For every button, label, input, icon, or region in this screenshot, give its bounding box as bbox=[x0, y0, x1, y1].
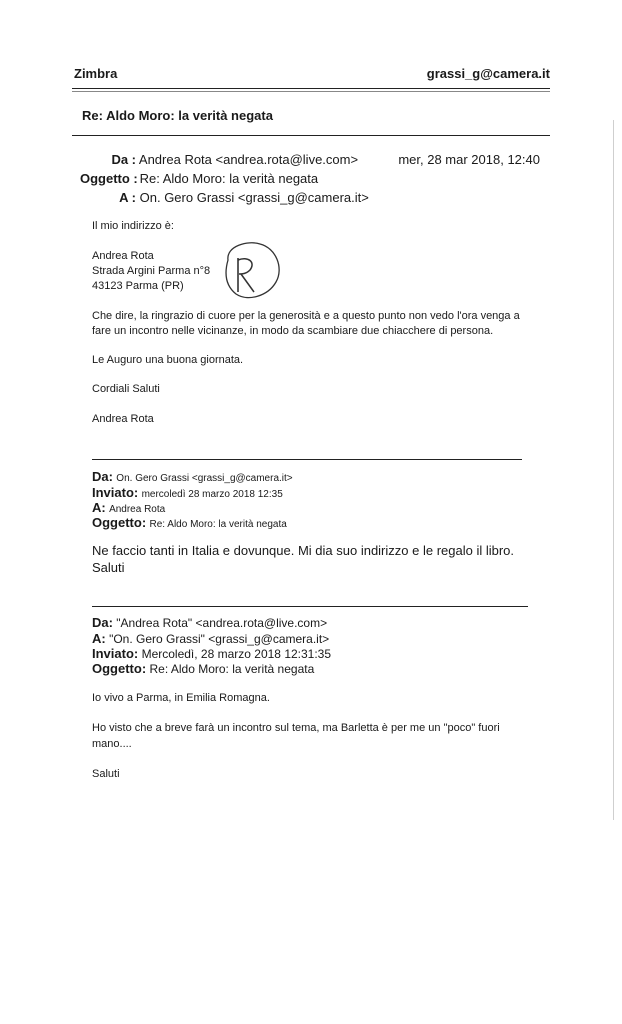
quote2-body-line: mano.... bbox=[92, 738, 132, 750]
header-subject-value: Re: Aldo Moro: la verità negata bbox=[139, 171, 319, 186]
message-body-line: Che dire, la ringrazio di cuore per la generosità e a questo punto non vedo l'ora venga a bbox=[92, 310, 520, 322]
subject-divider bbox=[72, 135, 550, 136]
page-subject: Re: Aldo Moro: la verità negata bbox=[82, 108, 273, 123]
quote2-sent-row bbox=[92, 646, 331, 661]
quote1-subject-row bbox=[92, 515, 287, 530]
header-to-value: On. Gero Grassi <grassi_g@camera.it> bbox=[139, 190, 369, 205]
handwritten-r-stamp-icon bbox=[218, 238, 286, 304]
quote1-body-line: Saluti bbox=[92, 560, 125, 575]
message-closing: Cordiali Saluti bbox=[92, 383, 160, 395]
header-from-value: Andrea Rota <andrea.rota@live.com> bbox=[138, 152, 359, 167]
message-signature: Andrea Rota bbox=[92, 413, 154, 425]
header-subject-label: Oggetto : bbox=[80, 171, 138, 186]
quote2-from-label: Da: bbox=[92, 615, 113, 630]
quote2-divider bbox=[92, 606, 528, 607]
app-name: Zimbra bbox=[74, 66, 118, 81]
scan-edge-line bbox=[613, 120, 614, 820]
message-greeting: Le Auguro una buona giornata. bbox=[92, 354, 244, 366]
quote2-body-line: Saluti bbox=[92, 768, 120, 780]
top-divider bbox=[72, 88, 550, 89]
quote1-sent-row bbox=[92, 485, 283, 500]
header-from-label: Da : bbox=[111, 152, 136, 167]
quote1-to-row bbox=[92, 500, 165, 515]
account-email: grassi_g@camera.it bbox=[426, 66, 550, 81]
top-divider-shadow bbox=[72, 91, 550, 92]
quote1-subject-value: Re: Aldo Moro: la verità negata bbox=[149, 519, 287, 530]
quote1-to-value: Andrea Rota bbox=[109, 504, 166, 515]
quote2-body-line: Ho visto che a breve farà un incontro sul tema, ma Barletta è per me un "poco" fuori bbox=[92, 722, 500, 734]
quote2-from-value: "Andrea Rota" <andrea.rota@live.com> bbox=[116, 616, 328, 630]
header-from-row bbox=[80, 152, 358, 167]
quote1-sent-label: Inviato: bbox=[92, 485, 139, 500]
quote2-sent-label: Inviato: bbox=[92, 646, 139, 661]
quote2-subject-value: Re: Aldo Moro: la verità negata bbox=[149, 662, 315, 676]
quote2-to-value: "On. Gero Grassi" <grassi_g@camera.it> bbox=[109, 632, 330, 646]
message-intro: Il mio indirizzo è: bbox=[92, 220, 174, 232]
quote1-subject-label: Oggetto: bbox=[92, 515, 147, 530]
quote1-sent-value: mercoledì 28 marzo 2018 12:35 bbox=[141, 489, 283, 500]
address-line: Andrea Rota bbox=[92, 250, 154, 262]
quote2-to-row bbox=[92, 631, 329, 646]
quote1-body-line: Ne faccio tanti in Italia e dovunque. Mi dia suo indirizzo e le regalo il libro. bbox=[92, 543, 515, 558]
quote1-from-value: On. Gero Grassi <grassi_g@camera.it> bbox=[116, 473, 293, 484]
address-line: 43123 Parma (PR) bbox=[92, 280, 184, 292]
header-subject-row bbox=[80, 171, 318, 186]
quote2-sent-value: Mercoledì, 28 marzo 2018 12:31:35 bbox=[141, 647, 332, 661]
header-to-row bbox=[80, 190, 369, 205]
quote2-from-row bbox=[92, 615, 327, 630]
quote1-from-row bbox=[92, 469, 293, 484]
quote2-body-line: Io vivo a Parma, in Emilia Romagna. bbox=[92, 692, 270, 704]
quote1-from-label: Da: bbox=[92, 469, 113, 484]
quote2-to-label: A: bbox=[92, 631, 106, 646]
quote1-to-label: A: bbox=[92, 500, 106, 515]
quote1-divider bbox=[92, 459, 522, 460]
quote2-subject-row bbox=[92, 661, 314, 676]
message-body-line: fare un incontro nelle vicinanze, in modo da scambiare due chiacchere di persona. bbox=[92, 325, 494, 337]
header-date: mer, 28 mar 2018, 12:40 bbox=[398, 152, 540, 167]
address-line: Strada Argini Parma n°8 bbox=[92, 265, 211, 277]
header-to-label: A : bbox=[119, 190, 136, 205]
quote2-subject-label: Oggetto: bbox=[92, 661, 147, 676]
